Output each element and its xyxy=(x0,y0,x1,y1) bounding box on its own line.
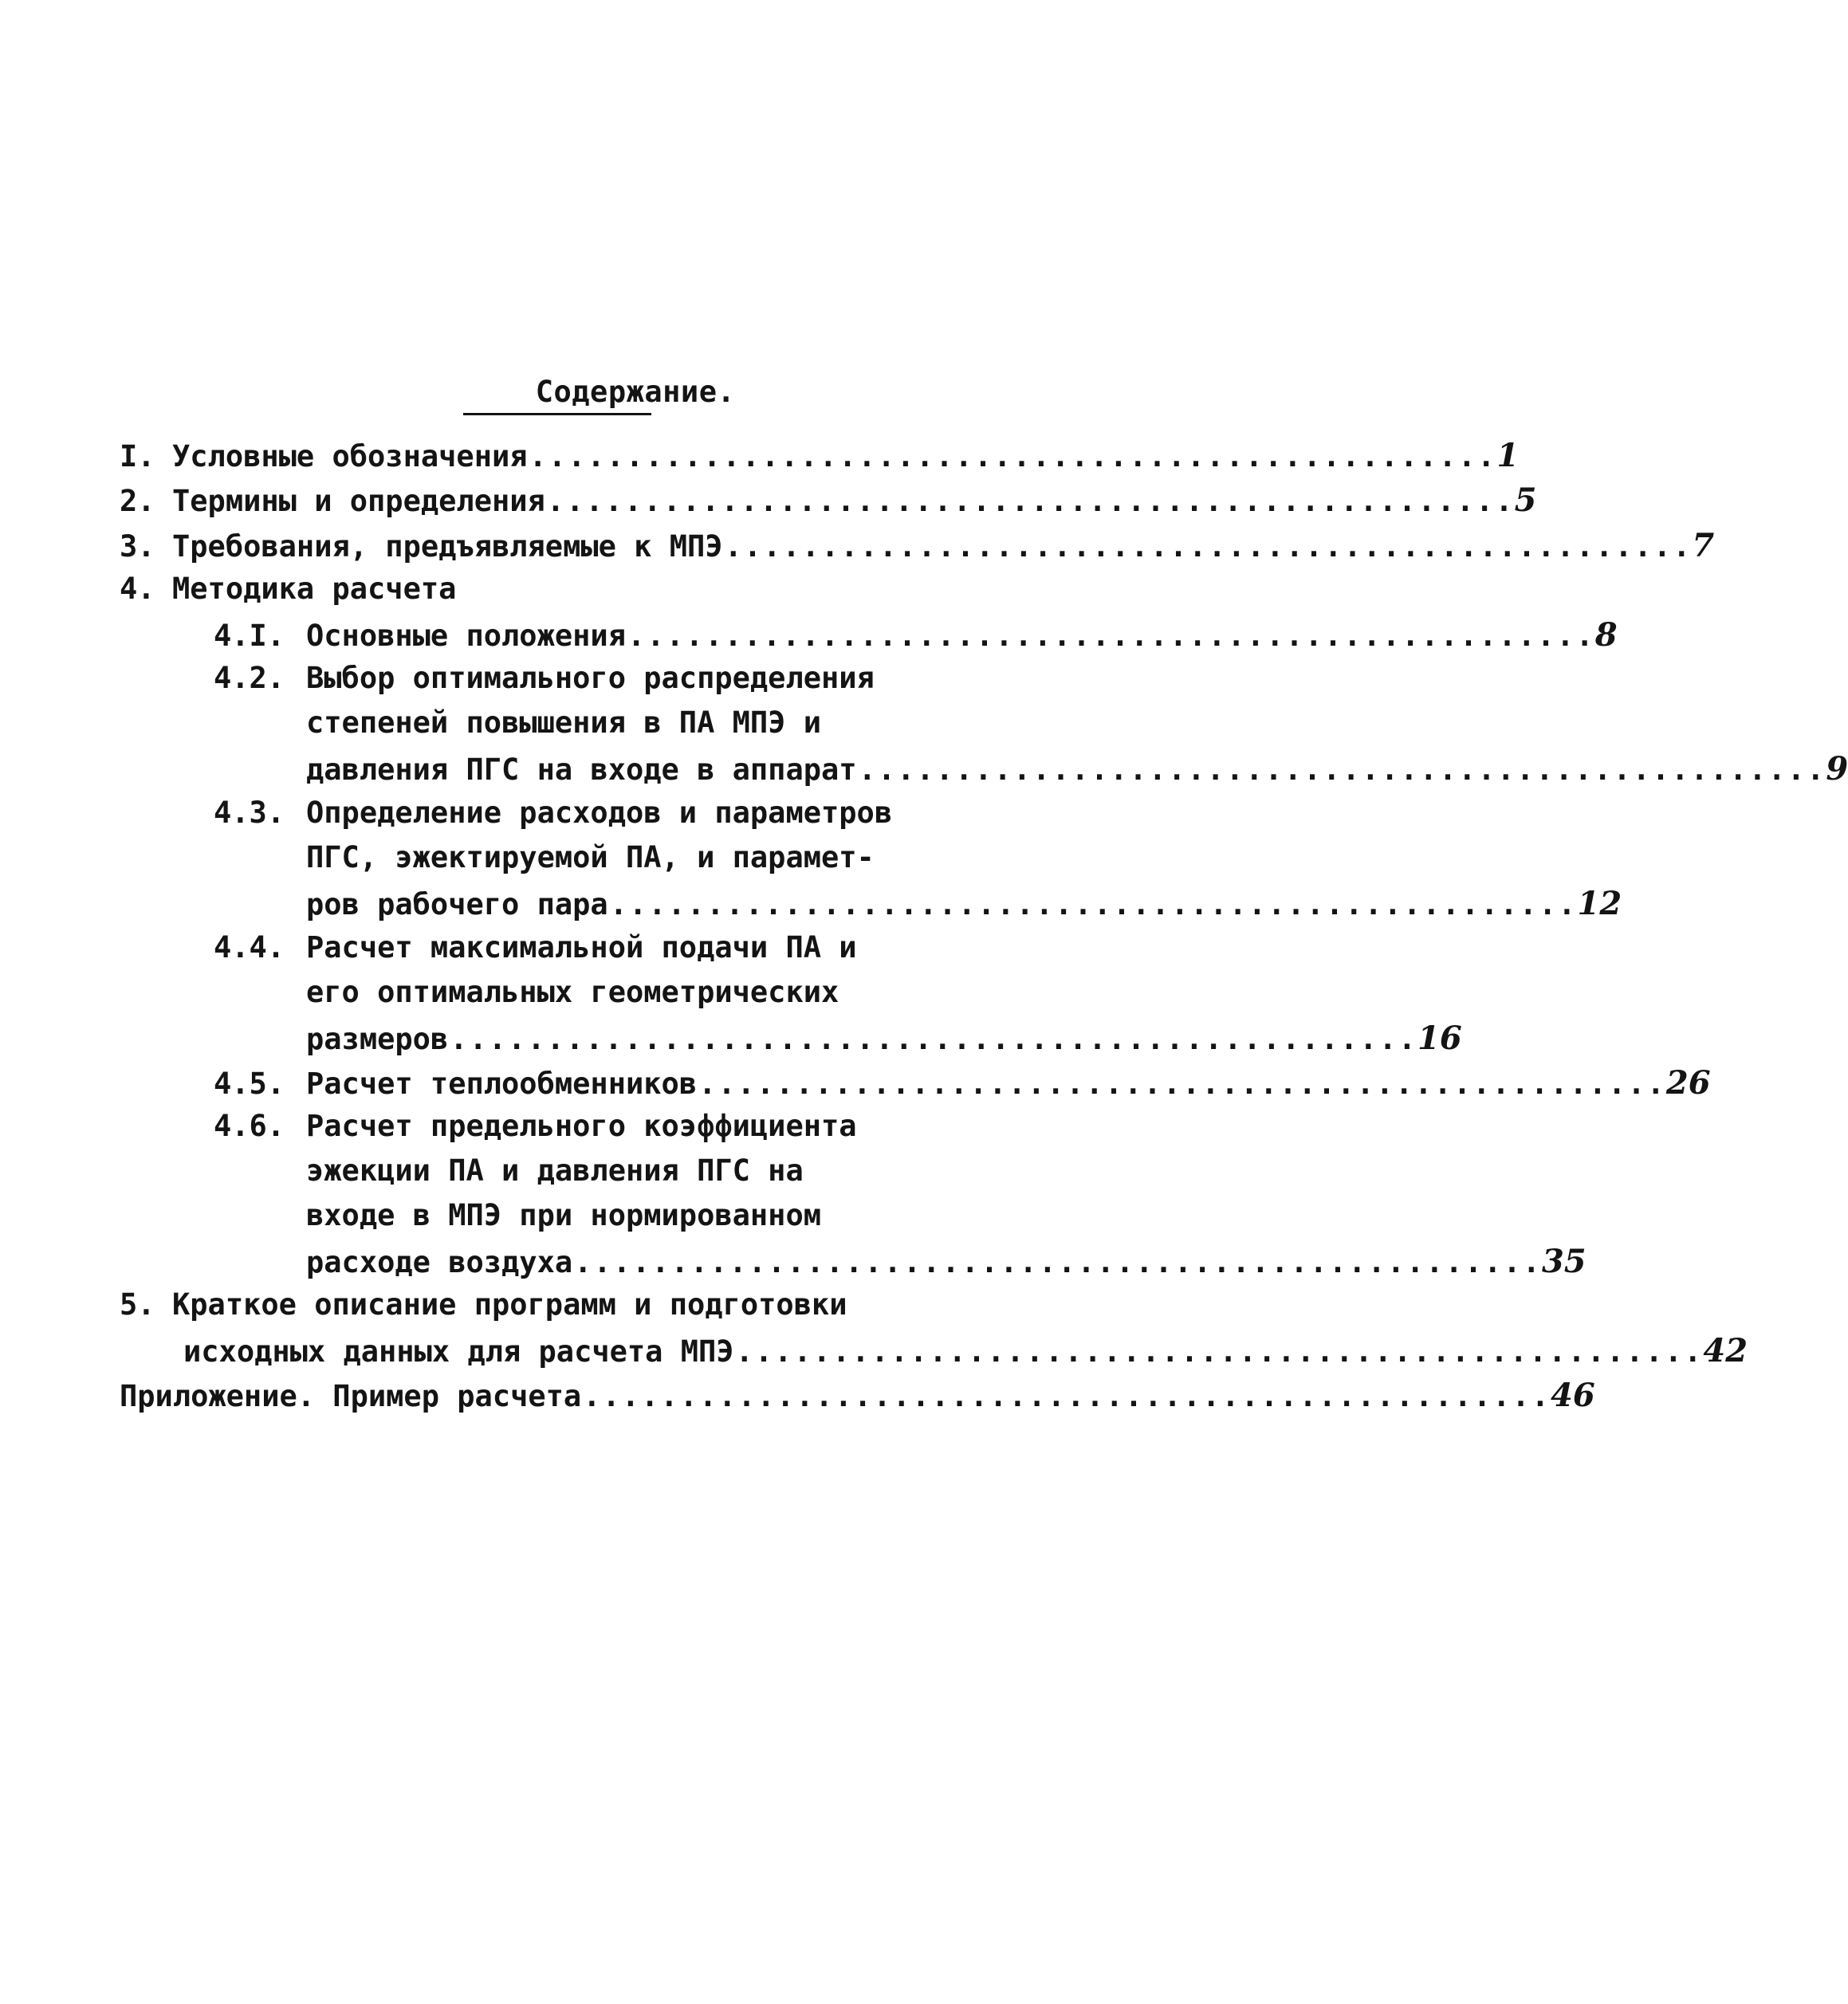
toc-entry-text: его оптимальных геометрических xyxy=(306,975,839,1009)
toc-entry-4-6-line-4 xyxy=(306,1243,1587,1280)
dot-leader: .................................................. xyxy=(450,1022,1418,1056)
toc-entry-2 xyxy=(120,481,1537,519)
toc-entry-4-2-line-3 xyxy=(306,750,1848,788)
toc-entry-text: Выбор оптимального распределения xyxy=(306,661,875,695)
toc-entry-text: ПГС, эжектируемой ПА, и парамет- xyxy=(306,840,875,874)
toc-page-number: 1 xyxy=(1496,437,1520,474)
toc-entry-4-3-line-3 xyxy=(306,885,1622,922)
toc-entry-text: ров рабочего пара xyxy=(306,887,608,921)
toc-entry-text: исходных данных для расчета МПЭ xyxy=(183,1334,734,1369)
toc-entry-text: входе в МПЭ при нормированном xyxy=(306,1198,822,1232)
toc-entry-4-5 xyxy=(214,1064,1711,1102)
toc-entry-5-line-2 xyxy=(183,1332,1748,1369)
toc-entry-number: 4.I. xyxy=(214,619,285,653)
toc-entry-number: 4.5. xyxy=(214,1067,285,1101)
toc-entry-4-6-line-3 xyxy=(306,1198,989,1235)
toc-entry-text: размеров xyxy=(306,1022,449,1056)
toc-entry-4-6 xyxy=(214,1109,989,1145)
toc-entry-text: Расчет предельного коэффициента xyxy=(306,1109,857,1143)
toc-entry-text: эжекции ПА и давления ПГС на xyxy=(306,1153,804,1188)
toc-entry-4-2-line-2 xyxy=(306,705,989,742)
toc-entry-number: 3. xyxy=(120,529,155,564)
dot-leader: .................................................. xyxy=(858,752,1826,787)
toc-entry-text: Определение расходов и параметров xyxy=(306,796,893,830)
toc-entry-appendix xyxy=(120,1377,1595,1414)
dot-leader: .................................................. xyxy=(627,619,1595,653)
toc-entry-number: 4.3. xyxy=(214,796,285,830)
toc-entry-number: 2. xyxy=(120,484,155,518)
dot-leader: .................................................. xyxy=(529,439,1497,473)
toc-entry-text: Методика расчета xyxy=(172,572,457,606)
toc-page-number: 26 xyxy=(1665,1064,1711,1102)
dot-leader: .................................................. xyxy=(609,887,1578,921)
toc-entry-number: 5. xyxy=(120,1287,155,1322)
toc-entry-text: давления ПГС на входе в аппарат xyxy=(306,752,857,787)
toc-page-number: 16 xyxy=(1417,1020,1462,1057)
toc-entry-text: Приложение. Пример расчета xyxy=(120,1379,582,1413)
toc-page-number: 46 xyxy=(1550,1377,1595,1414)
toc-page-number: 7 xyxy=(1692,527,1715,564)
toc-entry-4-3-line-2 xyxy=(306,840,989,877)
toc-page-number: 12 xyxy=(1577,885,1622,922)
toc-title: Содержание. xyxy=(535,375,736,409)
toc-entry-text: Требования, предъявляемые к МПЭ xyxy=(172,529,723,564)
toc-entry-5 xyxy=(120,1287,989,1324)
toc-page-number: 8 xyxy=(1594,616,1618,654)
toc-entry-4-2 xyxy=(214,661,989,697)
toc-entry-text: Термины и определения xyxy=(172,484,545,518)
dot-leader: .................................................. xyxy=(574,1245,1542,1279)
toc-entry-number: 4.2. xyxy=(214,661,285,695)
dot-leader: .................................................. xyxy=(546,484,1515,518)
toc-entry-4-3 xyxy=(214,796,989,832)
toc-entry-text: расходе воздуха xyxy=(306,1245,573,1279)
dot-leader: .................................................. xyxy=(735,1334,1704,1369)
toc-entry-text: Расчет теплообменников xyxy=(306,1067,698,1101)
toc-entry-number: I. xyxy=(120,439,155,473)
toc-entry-text: Краткое описание программ и подготовки xyxy=(172,1287,847,1322)
dot-leader: .................................................. xyxy=(698,1067,1666,1101)
toc-page-number: 35 xyxy=(1541,1243,1587,1280)
toc-page-number: 42 xyxy=(1703,1332,1748,1369)
toc-entry-number: 4.6. xyxy=(214,1109,285,1143)
dot-leader: .................................................. xyxy=(724,529,1693,564)
title-underline xyxy=(463,413,651,415)
toc-page-number: 9 xyxy=(1826,750,1848,788)
toc-entry-number: 4.4. xyxy=(214,930,285,965)
toc-entry-number: 4. xyxy=(120,572,155,606)
toc-entry-text: степеней повышения в ПА МПЭ и xyxy=(306,705,822,740)
toc-entry-4-1 xyxy=(214,616,1618,654)
toc-entry-4-6-line-2 xyxy=(306,1153,989,1190)
toc-entry-text: Основные положения xyxy=(306,619,626,653)
toc-page-number: 5 xyxy=(1514,481,1537,519)
toc-entry-4-4-line-3 xyxy=(306,1020,1462,1057)
toc-entry-4 xyxy=(120,572,989,608)
toc-entry-text: Расчет максимальной подачи ПА и xyxy=(306,930,857,965)
dot-leader: .................................................. xyxy=(583,1379,1551,1413)
toc-entry-text: Условные обозначения xyxy=(172,439,528,473)
toc-entry-4-4 xyxy=(214,930,989,967)
toc-entry-3 xyxy=(120,527,1715,564)
toc-entry-4-4-line-2 xyxy=(306,975,989,1012)
toc-entry-1 xyxy=(120,437,1520,474)
